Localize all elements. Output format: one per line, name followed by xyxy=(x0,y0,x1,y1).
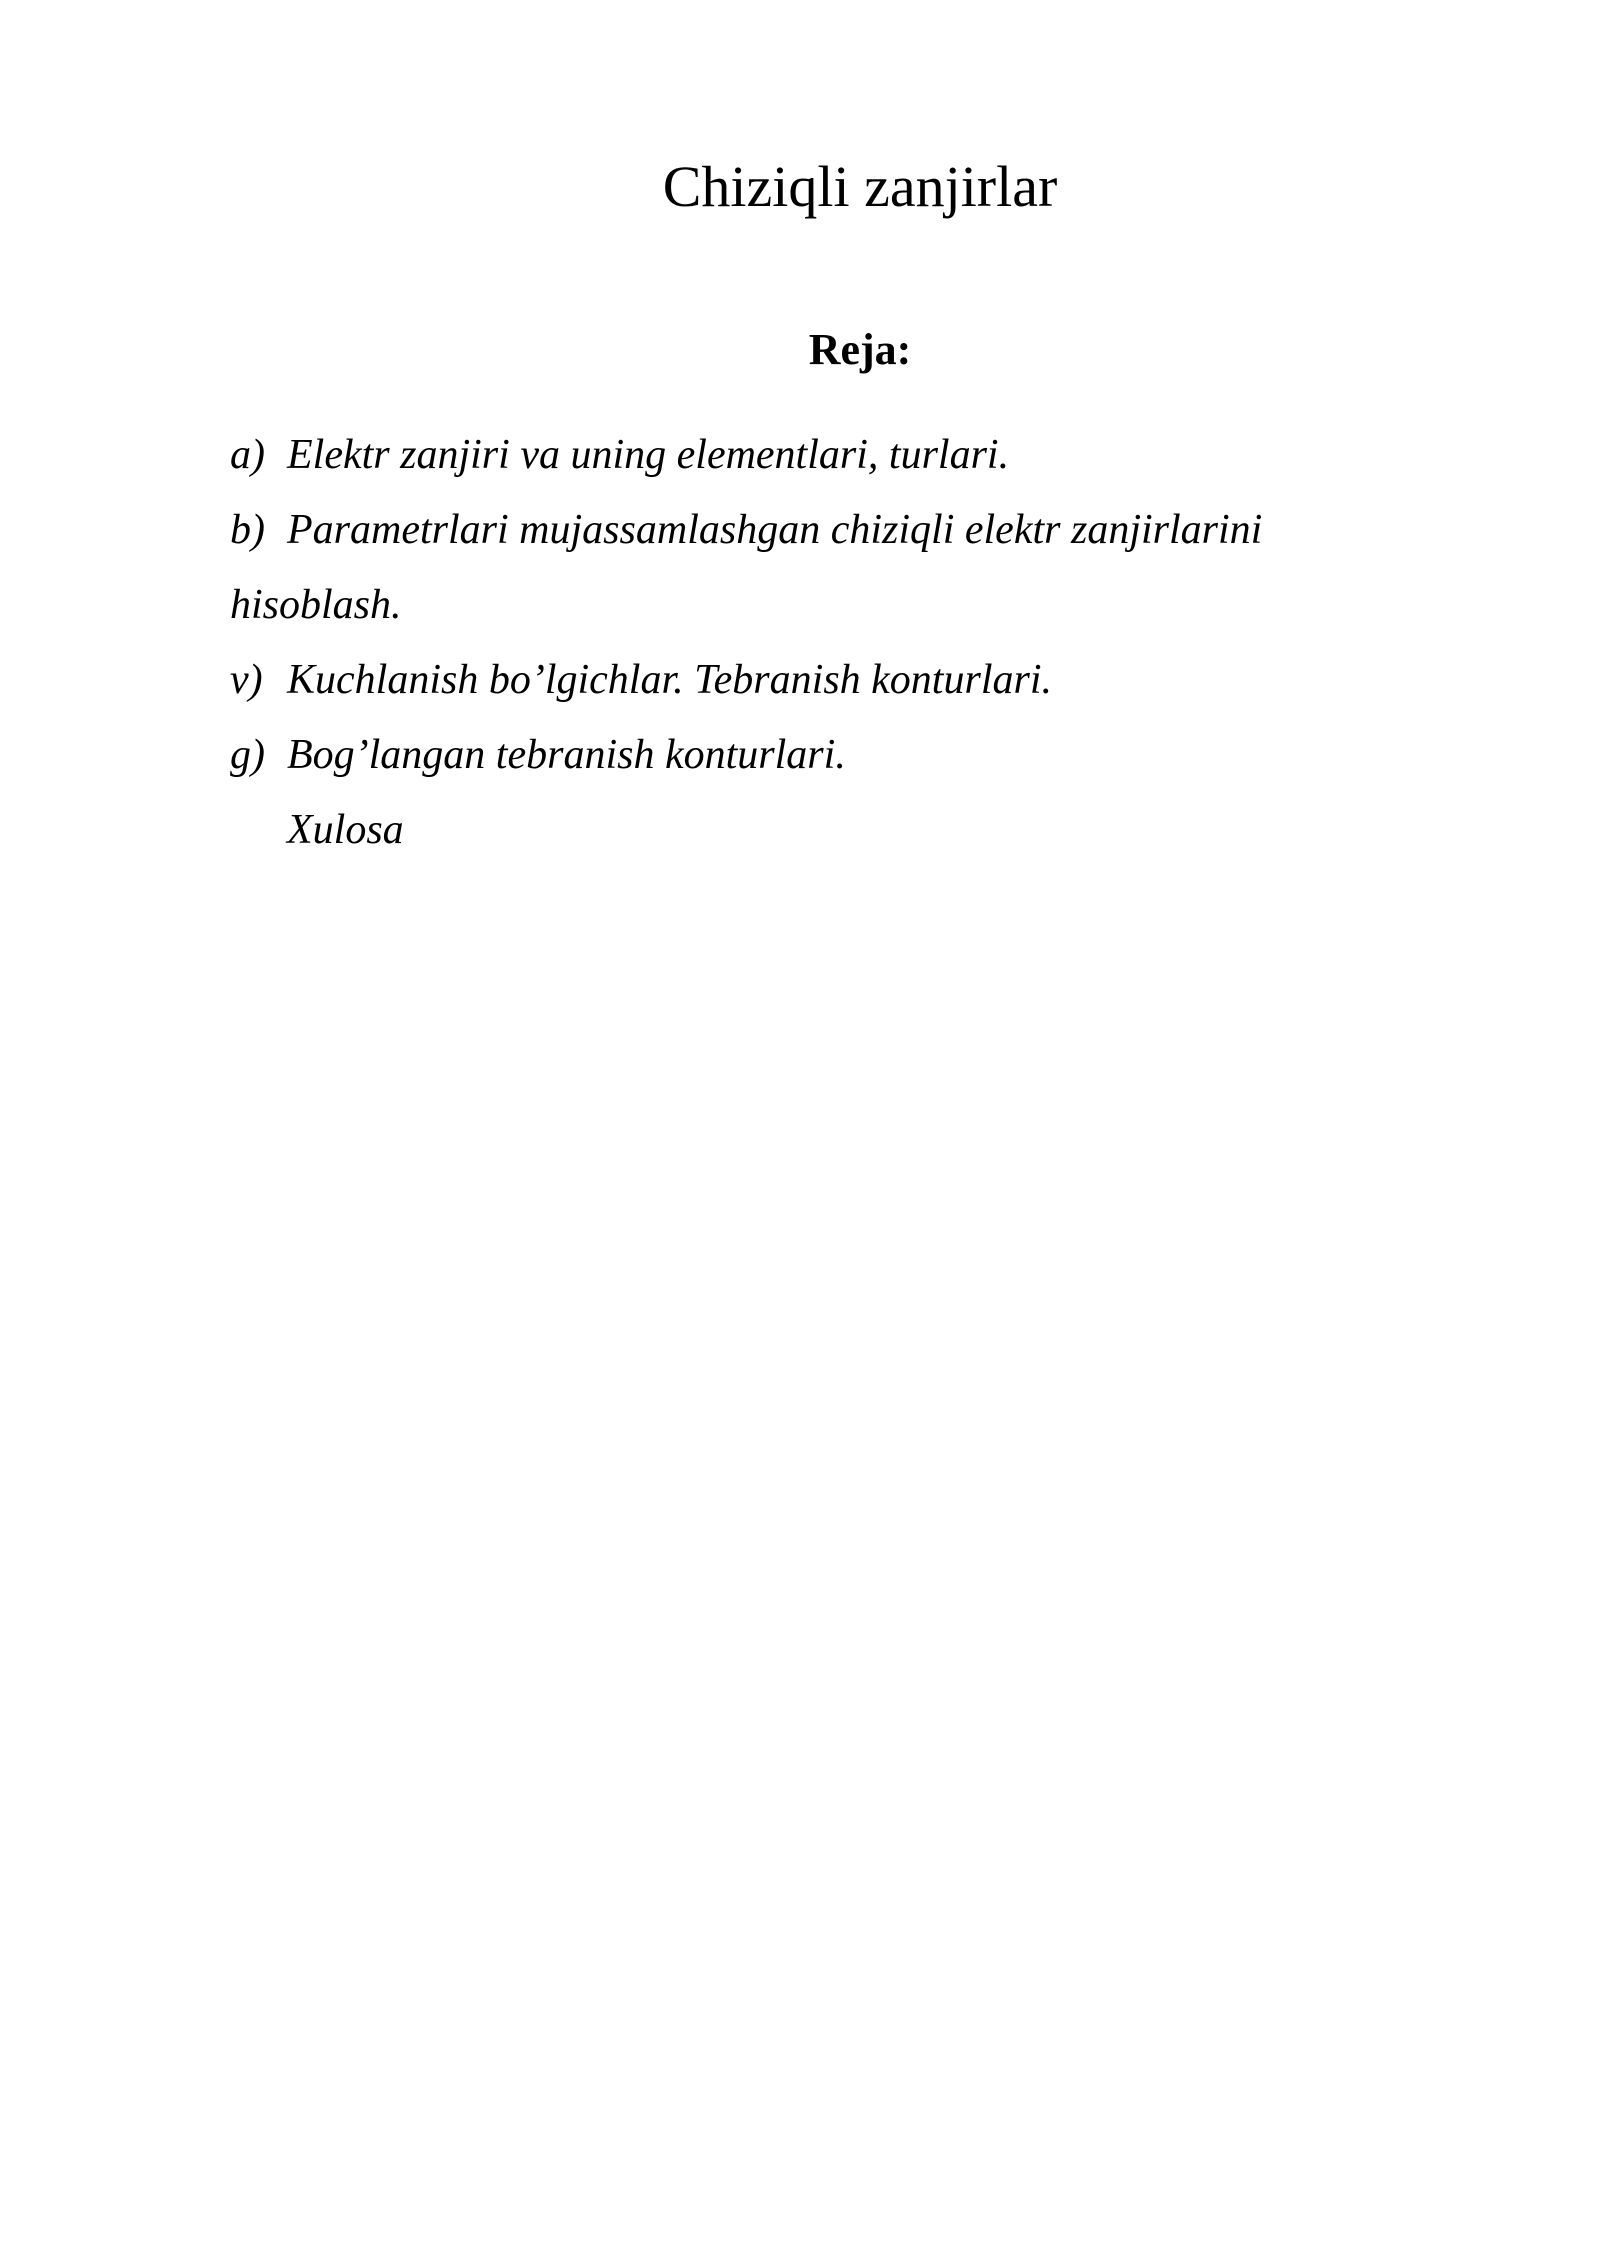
plan-heading: Reja: xyxy=(808,325,912,374)
plan-item-marker: b) xyxy=(230,507,265,553)
plan-item-text: hisoblash. xyxy=(230,582,402,628)
plan-item-marker: g) xyxy=(230,732,265,778)
plan-item-marker: a) xyxy=(230,432,265,478)
plan-item-conclusion xyxy=(230,793,1430,868)
plan-item-text: Parametrlari mujassamlashgan chiziqli elektr zanjirlarini xyxy=(287,507,1263,553)
plan-item-b xyxy=(230,493,1430,568)
plan-item-text: Xulosa xyxy=(287,807,404,853)
plan-item-text: Elektr zanjiri va uning elementlari, turlari. xyxy=(287,432,1010,478)
plan-item-text: Kuchlanish bo’lgichlar. Tebranish konturlari. xyxy=(287,657,1053,703)
plan-item-text: Bog’langan tebranish konturlari. xyxy=(287,732,846,778)
plan-item-v xyxy=(230,643,1430,718)
plan-item-b-continuation xyxy=(230,568,1430,643)
plan-item-a xyxy=(230,418,1430,493)
plan-item-marker: v) xyxy=(230,657,263,703)
plan-item-g xyxy=(230,718,1430,793)
page-title: Chiziqli zanjirlar xyxy=(662,154,1058,219)
plan-list xyxy=(230,418,1430,868)
